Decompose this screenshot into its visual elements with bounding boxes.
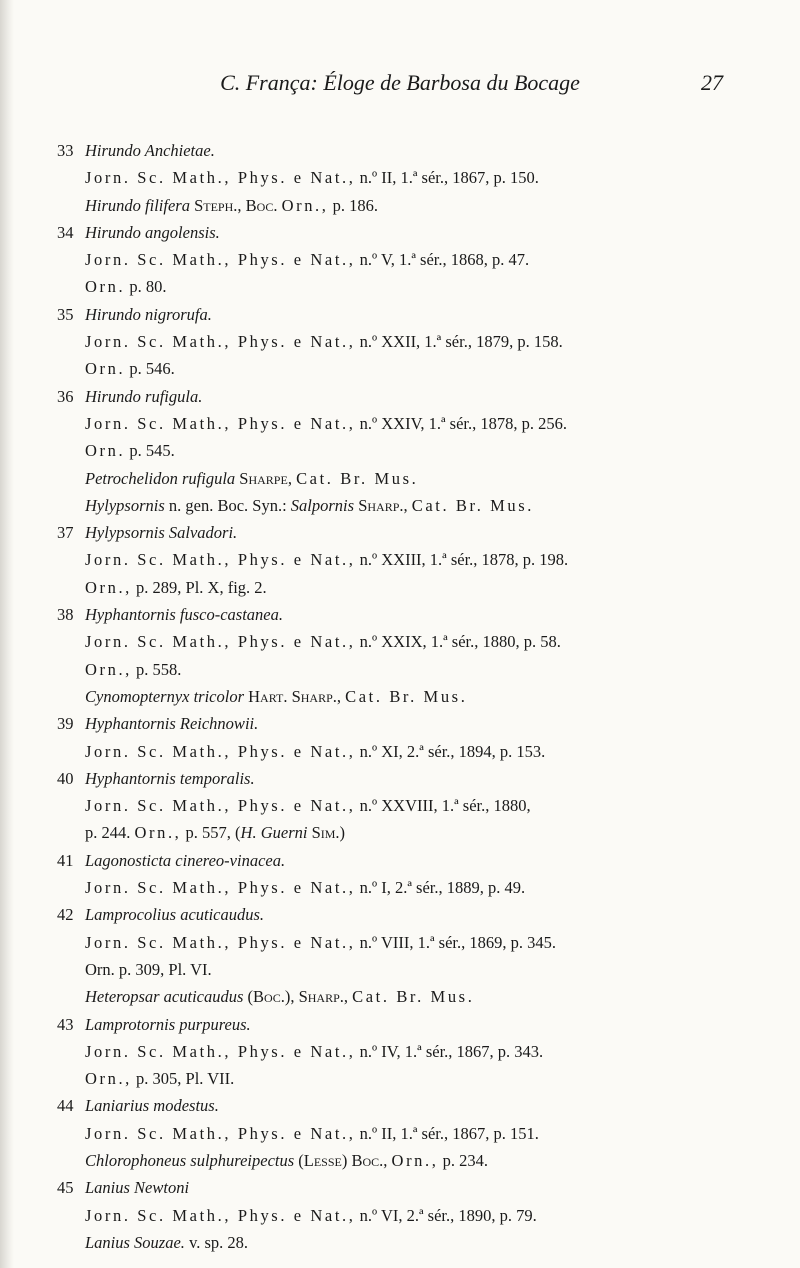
text-segment: n.º V, 1.ª sér., 1868, p. 47. — [355, 250, 530, 270]
reference-line — [57, 1147, 707, 1174]
text-segment: Orn., — [391, 1150, 439, 1170]
reference-line — [57, 929, 707, 956]
reference-line — [57, 355, 707, 382]
reference-line — [57, 192, 707, 219]
text-segment: (Lesse) Boc., — [294, 1150, 392, 1170]
text-segment: Jorn. Sc. Math., Phys. e Nat., — [85, 1205, 356, 1225]
species-name-line — [57, 901, 707, 928]
entry-number: 36 — [57, 386, 74, 406]
species-entry — [57, 137, 707, 219]
text-segment: n.º XXIV, 1.ª sér., 1878, p. 256. — [355, 413, 567, 433]
reference-line — [57, 410, 707, 437]
reference-line — [57, 956, 707, 983]
text-segment: Hyphantornis temporalis. — [85, 768, 255, 788]
text-segment: Cat. Br. Mus. — [411, 495, 535, 515]
text-segment: H. Guerni — [240, 823, 308, 843]
reference-line — [57, 874, 707, 901]
text-segment: p. 546. — [125, 359, 175, 379]
species-entry — [57, 1092, 707, 1174]
text-segment: Orn., — [85, 659, 132, 679]
entry-number: 39 — [57, 714, 74, 734]
entry-number: 44 — [57, 1096, 74, 1116]
species-entry — [57, 1011, 707, 1093]
reference-line — [57, 1229, 707, 1256]
text-segment: Jorn. Sc. Math., Phys. e Nat., — [85, 332, 356, 352]
text-segment: Hirundo filifera — [85, 195, 190, 215]
text-segment: Chlorophoneus sulphureipectus — [85, 1150, 295, 1170]
text-segment: Lagonosticta cinereo-vinacea. — [85, 850, 286, 870]
text-segment: p. 244. — [85, 823, 135, 843]
text-segment: n.º II, 1.ª sér., 1867, p. 150. — [355, 168, 539, 188]
text-segment: Petrochelidon rufigula — [85, 468, 236, 488]
species-name-line — [57, 601, 707, 628]
reference-line — [57, 574, 707, 601]
species-entry — [57, 765, 707, 847]
reference-line — [57, 465, 707, 492]
text-segment: Salpornis — [290, 495, 355, 515]
reference-line — [57, 273, 707, 300]
text-segment: Orn., — [134, 823, 182, 843]
running-title: C. França: Éloge de Barbosa du Bocage — [220, 70, 580, 95]
reference-line — [57, 492, 707, 519]
text-segment: n.º VIII, 1.ª sér., 1869, p. 345. — [355, 932, 556, 952]
text-segment: n.º XI, 2.ª sér., 1894, p. 153. — [355, 741, 546, 761]
entry-number: 34 — [57, 222, 74, 242]
reference-line — [57, 683, 707, 710]
text-segment: n.º XXIX, 1.ª sér., 1880, p. 58. — [355, 632, 561, 652]
species-entry — [57, 601, 707, 710]
text-segment: Lanius Newtoni — [85, 1178, 190, 1198]
text-segment: n.º XXIII, 1.ª sér., 1878, p. 198. — [355, 550, 569, 570]
text-segment: p. 305, Pl. VII. — [131, 1069, 235, 1089]
text-segment: Jorn. Sc. Math., Phys. e Nat., — [85, 878, 356, 898]
entry-number: 33 — [57, 141, 74, 160]
text-segment: Hirundo Anchietae. — [85, 141, 215, 160]
species-name-line — [57, 710, 707, 737]
entry-number: 42 — [57, 905, 74, 925]
text-segment: Jorn. Sc. Math., Phys. e Nat., — [85, 168, 356, 188]
species-entry — [57, 519, 707, 601]
species-entry — [57, 901, 707, 1010]
text-segment: Steph., Boc. — [189, 195, 282, 215]
text-segment: Jorn. Sc. Math., Phys. e Nat., — [85, 632, 356, 652]
text-segment: Laniarius modestus. — [85, 1096, 219, 1116]
species-name-line — [57, 137, 707, 164]
reference-line — [57, 819, 707, 846]
species-name-line — [57, 765, 707, 792]
text-segment: Hirundo rufigula. — [85, 386, 203, 406]
species-name-line — [57, 519, 707, 546]
text-segment: Hyphantornis Reichnowii. — [85, 714, 259, 734]
text-segment: Lamprotornis purpureus. — [85, 1014, 251, 1034]
text-segment: Cat. Br. Mus. — [352, 987, 475, 1007]
text-segment: Jorn. Sc. Math., Phys. e Nat., — [85, 741, 356, 761]
text-segment: n. gen. Boc. Syn.: — [164, 495, 291, 515]
reference-line — [57, 246, 707, 273]
species-entry — [57, 301, 707, 383]
reference-line — [57, 1120, 707, 1147]
text-segment: p. 289, Pl. X, fig. 2. — [131, 577, 267, 597]
text-segment: Orn., — [85, 577, 132, 597]
text-segment: Orn., — [281, 195, 329, 215]
text-segment: Cat. Br. Mus. — [345, 686, 468, 706]
text-segment: Heteropsar acuticaudus — [85, 987, 244, 1007]
text-segment: Sim.) — [307, 823, 346, 843]
reference-line — [57, 437, 707, 464]
text-segment: n.º II, 1.ª sér., 1867, p. 151. — [355, 1123, 539, 1143]
text-segment: Sharpe, — [235, 468, 297, 488]
text-segment: p. 234. — [438, 1150, 488, 1170]
text-segment: Jorn. Sc. Math., Phys. e Nat., — [85, 250, 356, 270]
text-segment: Jorn. Sc. Math., Phys. e Nat., — [85, 1041, 356, 1061]
species-entry — [57, 219, 707, 301]
text-segment: n.º IV, 1.ª sér., 1867, p. 343. — [355, 1041, 544, 1061]
text-segment: Jorn. Sc. Math., Phys. e Nat., — [85, 932, 356, 952]
species-name-line — [57, 219, 707, 246]
text-segment: Orn. p. 309, Pl. VI. — [85, 959, 212, 979]
entry-number: 35 — [57, 304, 74, 324]
text-segment: Orn. — [85, 277, 126, 297]
text-segment: (Boc.), Sharp., — [243, 987, 353, 1007]
text-segment: Cynomopternyx tricolor — [85, 686, 245, 706]
entry-number: 38 — [57, 605, 74, 625]
text-segment: Jorn. Sc. Math., Phys. e Nat., — [85, 550, 356, 570]
text-segment: p. 558. — [131, 659, 182, 679]
text-segment: n.º XXII, 1.ª sér., 1879, p. 158. — [355, 332, 563, 352]
reference-line — [57, 628, 707, 655]
reference-line — [57, 656, 707, 683]
page-header — [0, 66, 800, 106]
text-segment: v. sp. 28. — [184, 1232, 249, 1252]
species-name-line — [57, 1011, 707, 1038]
reference-line — [57, 328, 707, 355]
reference-line — [57, 164, 707, 191]
species-name-line — [57, 1092, 707, 1119]
reference-line — [57, 1202, 707, 1229]
species-entry — [57, 383, 707, 519]
text-segment: p. 545. — [125, 441, 175, 461]
entry-number: 37 — [57, 523, 74, 543]
text-segment: Sharp., — [354, 495, 412, 515]
species-entry — [57, 847, 707, 902]
text-segment: p. 186. — [328, 195, 378, 215]
page-gutter-shadow — [0, 0, 14, 1268]
reference-line — [57, 738, 707, 765]
entry-number: 40 — [57, 768, 74, 788]
entry-number: 41 — [57, 850, 74, 870]
species-list — [57, 137, 707, 1256]
entry-number: 43 — [57, 1014, 74, 1034]
text-segment: Hirundo angolensis. — [85, 222, 220, 242]
text-segment: Hyphantornis fusco-castanea. — [85, 605, 283, 625]
text-segment: Lamprocolius acuticaudus. — [85, 905, 265, 925]
species-entry — [57, 1174, 707, 1256]
reference-line — [57, 1038, 707, 1065]
text-segment: p. 557, ( — [181, 823, 241, 843]
species-name-line — [57, 383, 707, 410]
text-segment: Orn. — [85, 441, 126, 461]
species-name-line — [57, 301, 707, 328]
page-number: 27 — [701, 70, 723, 95]
text-segment: Hirundo nigrorufa. — [85, 304, 212, 324]
text-segment: Hart. Sharp., — [244, 686, 346, 706]
species-name-line — [57, 1174, 707, 1201]
reference-line — [57, 792, 707, 819]
text-segment: n.º XXVIII, 1.ª sér., 1880, — [355, 796, 531, 816]
entry-number: 45 — [57, 1178, 74, 1198]
reference-line — [57, 546, 707, 573]
text-segment: n.º VI, 2.ª sér., 1890, p. 79. — [355, 1205, 537, 1225]
text-segment: Lanius Souzae. — [85, 1232, 185, 1252]
text-segment: Orn. — [85, 359, 126, 379]
species-name-line — [57, 847, 707, 874]
text-segment: Cat. Br. Mus. — [296, 468, 419, 488]
text-segment: Jorn. Sc. Math., Phys. e Nat., — [85, 1123, 356, 1143]
text-segment: Jorn. Sc. Math., Phys. e Nat., — [85, 796, 356, 816]
reference-line — [57, 1065, 707, 1092]
species-entry — [57, 710, 707, 765]
text-segment: Orn., — [85, 1069, 132, 1089]
text-segment: Hylypsornis — [85, 495, 165, 515]
text-segment: p. 80. — [125, 277, 167, 297]
text-segment: n.º I, 2.ª sér., 1889, p. 49. — [355, 878, 526, 898]
text-segment: Hylypsornis Salvadori. — [85, 523, 238, 543]
reference-line — [57, 983, 707, 1010]
text-segment: Jorn. Sc. Math., Phys. e Nat., — [85, 413, 356, 433]
